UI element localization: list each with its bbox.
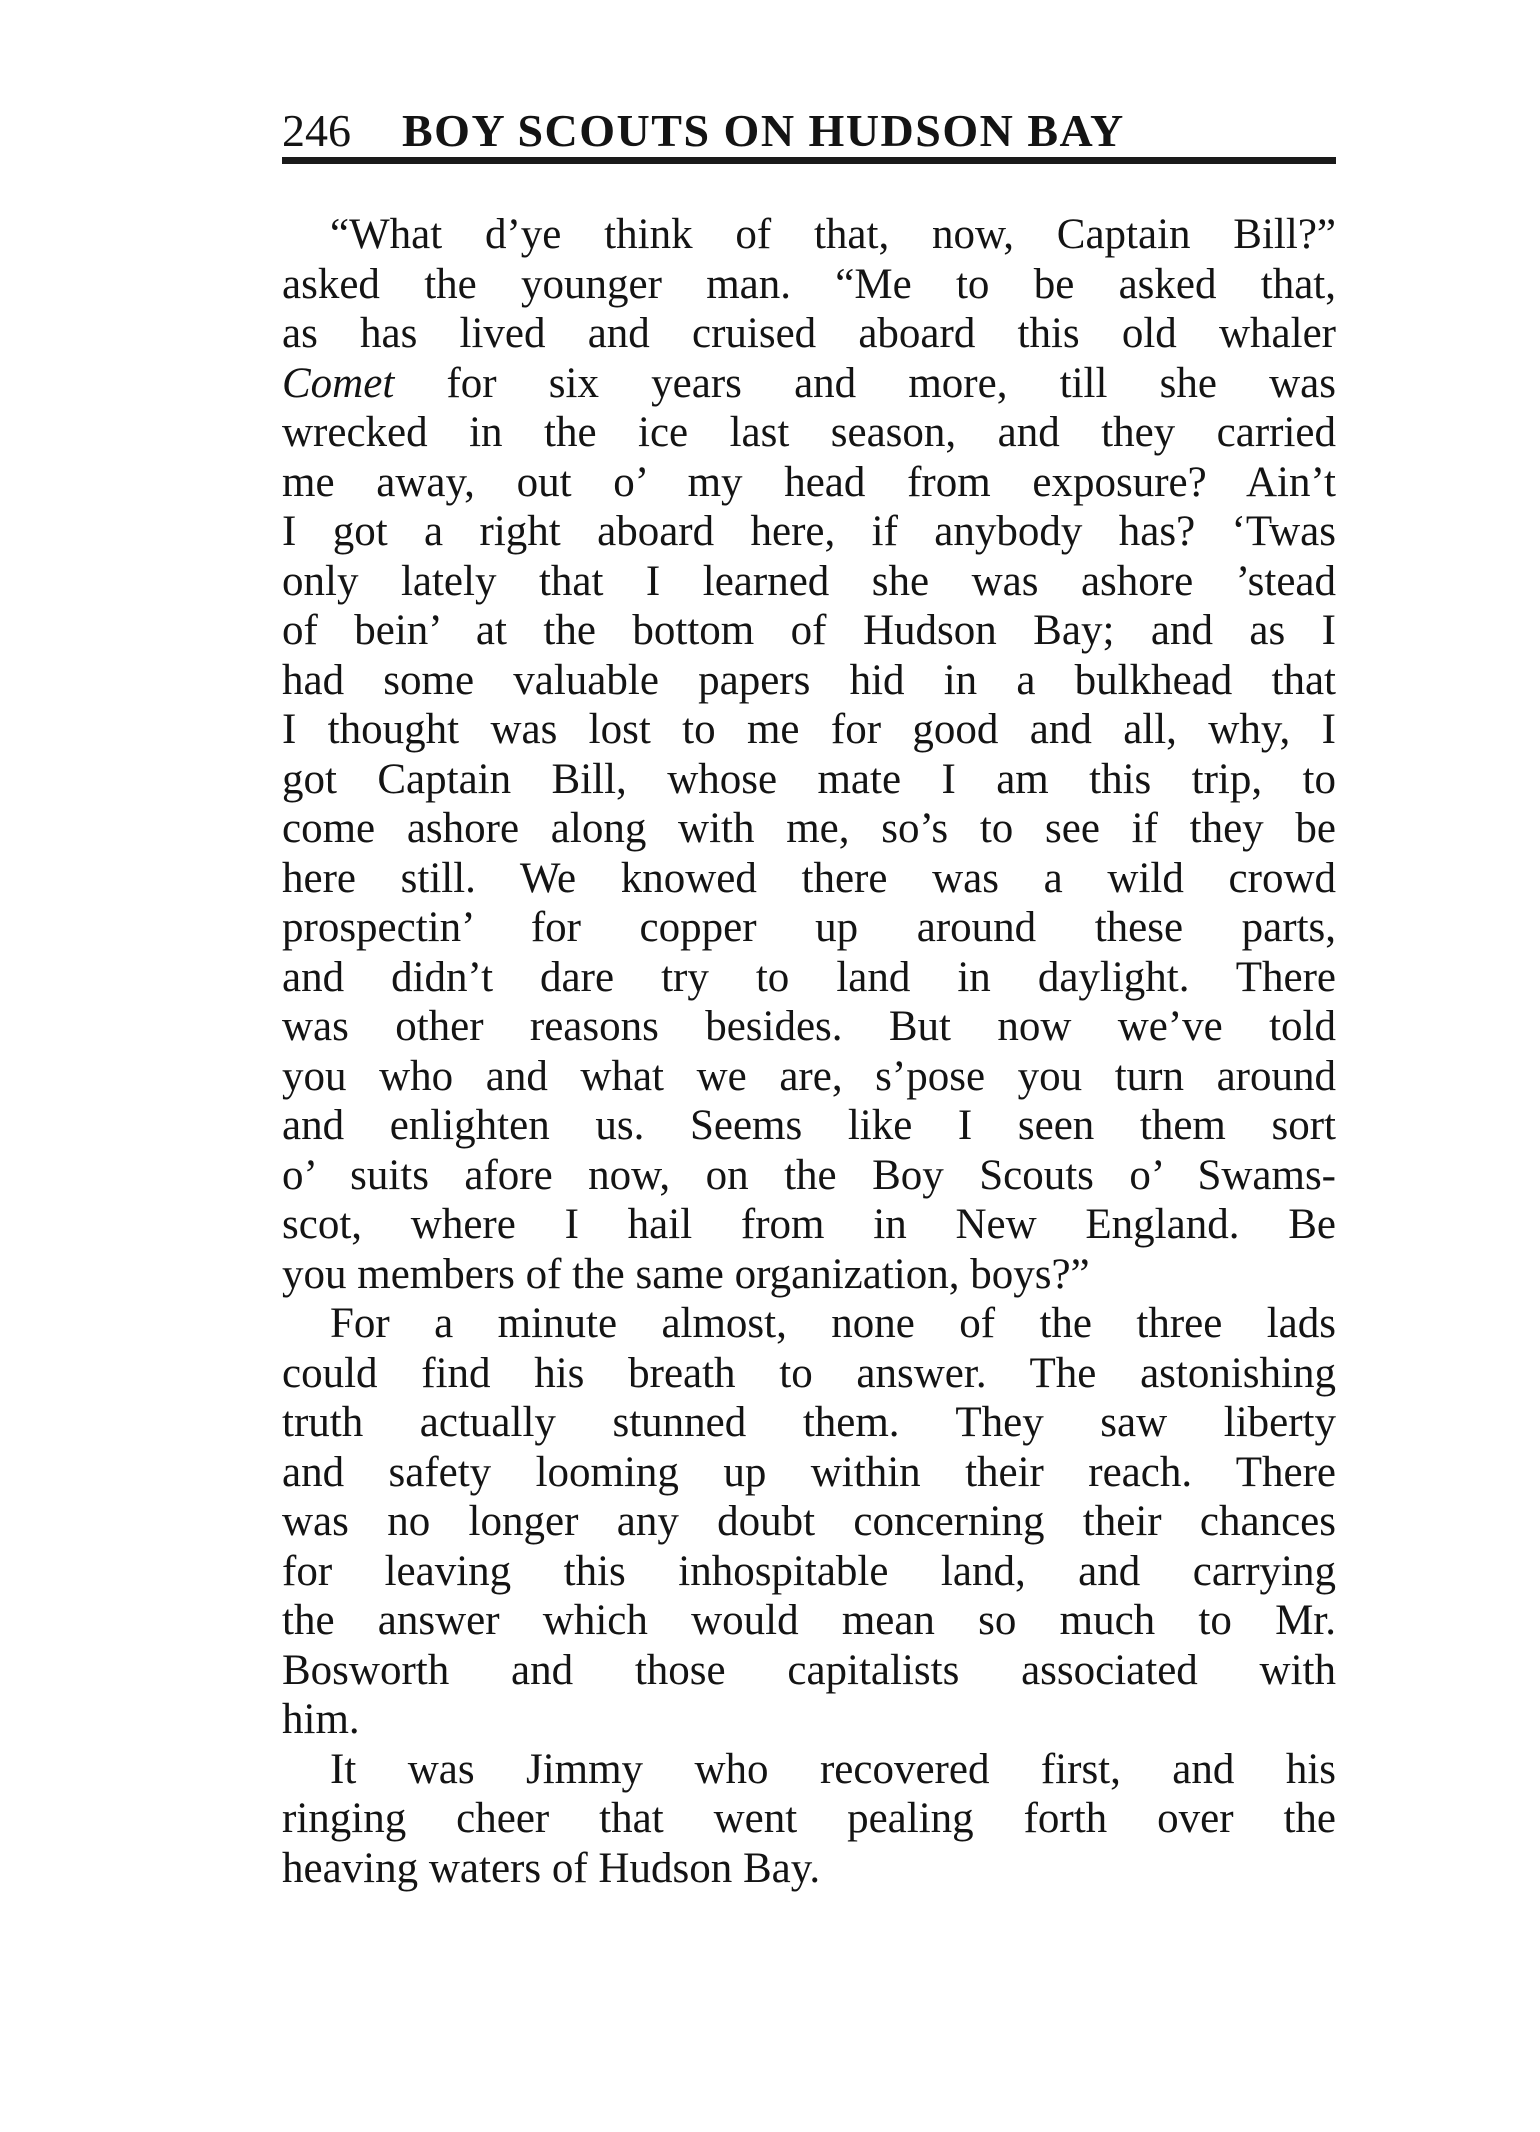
- text-line: and didn’t dare try to land in daylight. There: [282, 953, 1336, 1001]
- text-line: for leaving this inhospitable land, and carrying: [282, 1547, 1336, 1595]
- text-line: here still. We knowed there was a wild crowd: [282, 854, 1336, 902]
- page-number: 246: [282, 105, 351, 156]
- text-line: and enlighten us. Seems like I seen them sort: [282, 1102, 1336, 1149]
- text-line: ringing cheer that went pealing forth over the: [282, 1795, 1336, 1842]
- text-line: I thought was lost to me for good and all, why, I: [282, 706, 1336, 753]
- text-line: of bein’ at the bottom of Hudson Bay; and as I: [282, 607, 1336, 654]
- text-line: heaving waters of Hudson Bay.: [282, 1844, 821, 1892]
- text-line: the answer which would mean so much to Mr.: [282, 1597, 1336, 1644]
- text-line: Bosworth and those capitalists associated with: [282, 1646, 1336, 1694]
- text-line: was no longer any doubt concerning their chances: [282, 1498, 1336, 1545]
- body-text: [282, 210, 1336, 1893]
- text-line: [282, 359, 1336, 409]
- text-line: It was Jimmy who recovered first, and his: [330, 1745, 1336, 1793]
- text-line: you members of the same organization, boys?”: [282, 1250, 1090, 1298]
- text-line: was other reasons besides. But now we’ve told: [282, 1003, 1336, 1050]
- text-line: as has lived and cruised aboard this old whaler: [282, 310, 1336, 357]
- text-line: me away, out o’ my head from exposure? Ain’t: [282, 458, 1336, 506]
- text-line: For a minute almost, none of the three lads: [330, 1300, 1336, 1347]
- text-line: wrecked in the ice last season, and they carried: [282, 409, 1336, 456]
- text-line: only lately that I learned she was ashore ’stead: [282, 557, 1336, 605]
- text-line: prospectin’ for copper up around these parts,: [282, 904, 1336, 951]
- text-line: could find his breath to answer. The astonishing: [282, 1349, 1336, 1397]
- text-line: I got a right aboard here, if anybody has? ‘Twas: [282, 508, 1336, 555]
- text-fragment: for six years and more, till she was: [394, 359, 1336, 407]
- text-line: you who and what we are, s’pose you turn around: [282, 1052, 1336, 1100]
- ship-name: Comet: [282, 359, 395, 407]
- text-line: scot, where I hail from in New England. Be: [282, 1201, 1336, 1248]
- running-head: [282, 104, 1336, 164]
- text-line: him.: [282, 1696, 360, 1743]
- text-line: had some valuable papers hid in a bulkhead that: [282, 656, 1336, 704]
- text-line: and safety looming up within their reach. There: [282, 1448, 1336, 1496]
- text-line: got Captain Bill, whose mate I am this trip, to: [282, 755, 1336, 803]
- text-line: asked the younger man. “Me to be asked that,: [282, 260, 1336, 308]
- text-line: truth actually stunned them. They saw liberty: [282, 1399, 1336, 1446]
- text-line: o’ suits afore now, on the Boy Scouts o’ Swams-: [282, 1151, 1336, 1199]
- text-line: “What d’ye think of that, now, Captain Bill?”: [330, 211, 1336, 258]
- book-title: BOY SCOUTS ON HUDSON BAY: [402, 105, 1125, 156]
- text-line: come ashore along with me, so’s to see if they be: [282, 805, 1336, 852]
